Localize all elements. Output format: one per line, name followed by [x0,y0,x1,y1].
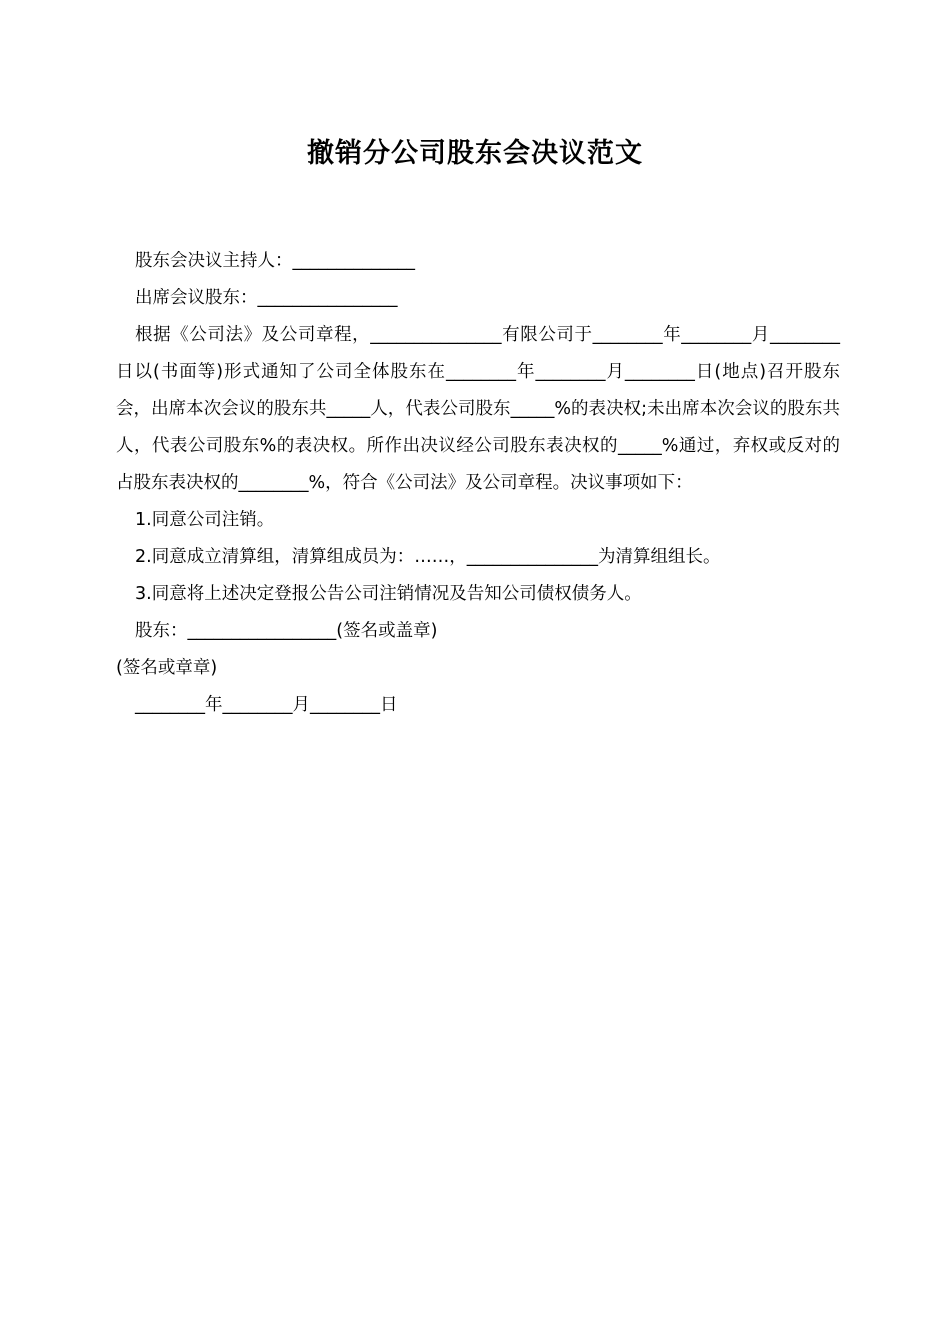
resolution-item-2: 2.同意成立清算组，清算组成员为：……，_______________为清算组组长。 [135,547,721,567]
main-paragraph: 根据《公司法》及公司章程，_______________有限公司于________年________月________日以(书面等)形式通知了公司全体股东在________年________月________日(地点)召开股东会，出席本次会议的股东共_____人，代表公司股东_____%的表决权;未出席本次会议的股东共人，代表公司股东%的表决权。所作出决议经公司股东表决权的_____%通过，弃权或反对的占股东表决权的________%，符合《公司法》及公司章程。决议事项如下： [116,325,840,493]
resolution-item-3: 3.同意将上述决定登报公告公司注销情况及告知公司债权债务人。 [135,584,642,604]
host-line: 股东会决议主持人：______________ [135,251,415,271]
attendees-line: 出席会议股东：________________ [135,288,398,308]
document-title: 撤销分公司股东会决议范文 [307,138,643,169]
shareholder-signature-line: 股东：_________________(签名或盖章) [135,621,438,641]
document-body [116,243,840,724]
seal-note: (签名或章章) [116,658,218,678]
resolution-item-1: 1.同意公司注销。 [135,510,275,530]
date-line: ________年________月________日 [135,695,398,715]
